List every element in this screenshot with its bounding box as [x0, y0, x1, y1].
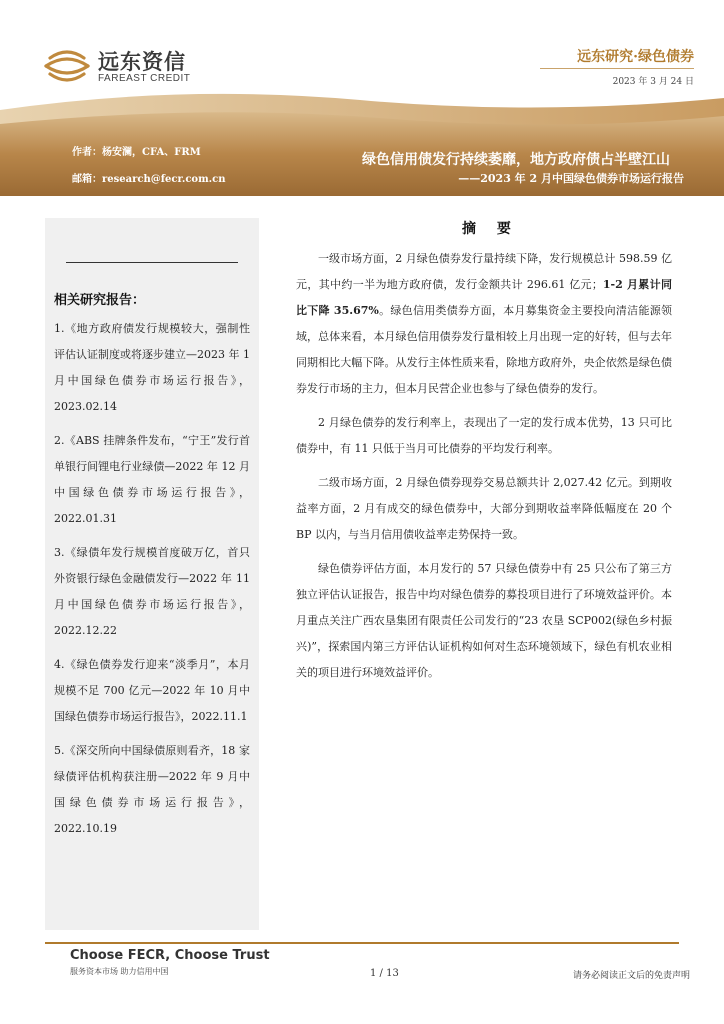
- abstract-title: 摘 要: [462, 221, 519, 237]
- footer-tagline: 服务资本市场 助力信用中国: [70, 967, 169, 976]
- abstract-paragraph-primary: [296, 246, 672, 402]
- fareast-logo-icon: [42, 44, 92, 88]
- related-report-item[interactable]: 3.《绿债年发行规模首度破万亿，首只外资银行绿色金融债发行—2022 年 11 月中国绿色债券市场运行报告》，2022.12.22: [54, 546, 250, 637]
- brand-name: 远东资信: [98, 50, 186, 74]
- abstract-text: 一级市场方面，2 月绿色债券发行量持续下降，发行规模总计 598.59 亿元，其中约一半为地方政府债，发行金额共计 296.61 亿元；: [296, 252, 672, 291]
- sidebar-divider: [66, 262, 238, 263]
- abstract-paragraph-secondary: 二级市场方面，2 月绿色债券现券交易总额共计 2,027.42 亿元。到期收益率方面，2 月有成交的绿色债券中，大部分到期收益率降低幅度在 20 个 BP 以内，与当月信用债收益率走势保持一致。: [296, 476, 672, 541]
- report-subtitle: ——2023 年 2 月中国绿色债券市场运行报告: [458, 172, 684, 185]
- abstract-paragraph-evaluation: 绿色债券评估方面，本月发行的 57 只绿色债券中有 25 只公布了第三方独立评估认证报告，报告中均对绿色债券的募投项目进行了环境效益评价。本月重点关注广西农垦集团有限责任公司发行的“23 农垦 SCP002(绿色乡村振兴)”，探索国内第三方评估认证机构如何对生态环境领域下，绿色有机农业相关的项目进行环境效益评价。: [296, 562, 672, 679]
- related-report-item[interactable]: 4.《绿色债券发行迎来“淡季月”，本月规模不足 700 亿元—2022 年 10 月中国绿色债券市场运行报告》，2022.11.1: [54, 658, 250, 723]
- abstract-text: 。绿色信用类债券方面，本月募集资金主要投向清洁能源领域，总体来看，本月绿色信用债券发行量相较上月出现一定的好转，但与去年同期相比大幅下降。从发行主体性质来看，除地方政府外，央企依然是绿色债券发行市场的主力，但本月民营企业也参与了绿色债券的发行。: [296, 304, 673, 395]
- report-series: 远东研究·绿色债券: [577, 49, 694, 65]
- related-report-item[interactable]: 1.《地方政府债发行规模较大，强制性评估认证制度或将逐步建立—2023 年 1 月中国绿色债券市场运行报告》，2023.02.14: [54, 322, 250, 413]
- report-date: 2023 年 3 月 24 日: [612, 77, 694, 87]
- abstract-highlight: 1-2 月累计同比下降 35.67%: [296, 278, 673, 317]
- report-title: 绿色信用债发行持续萎靡，地方政府债占半壁江山: [362, 152, 670, 168]
- brand-name-en: FAREAST CREDIT: [98, 73, 191, 84]
- abstract-paragraph-rate: 2 月绿色债券的发行利率上，表现出了一定的发行成本优势，13 只可比债券中，有 11 只低于当月可比债券的平均发行利率。: [296, 416, 672, 455]
- abstract-body: [296, 246, 672, 694]
- disclaimer-note: 请务必阅读正文后的免责声明: [572, 971, 690, 981]
- page-number: 1 / 13: [370, 968, 399, 979]
- related-reports-heading: 相关研究报告：: [54, 293, 146, 308]
- related-report-item[interactable]: 5.《深交所向中国绿债原则看齐，18 家绿债评估机构获注册—2022 年 9 月中国绿色债券市场运行报告》，2022.10.19: [54, 744, 250, 835]
- footer-divider: [45, 942, 679, 944]
- email-line: 邮箱：research@fecr.com.cn: [72, 174, 226, 185]
- footer-slogan: Choose FECR, Choose Trust: [70, 948, 270, 963]
- related-reports-list: [54, 316, 250, 850]
- header-divider: [540, 68, 694, 69]
- related-report-item[interactable]: 2.《ABS 挂牌条件发布，“宁王”发行首单银行间锂电行业绿债—2022 年 12 月中国绿色债券市场运行报告》，2022.01.31: [54, 434, 250, 525]
- author-line: 作者：杨安澜，CFA、FRM: [72, 147, 201, 158]
